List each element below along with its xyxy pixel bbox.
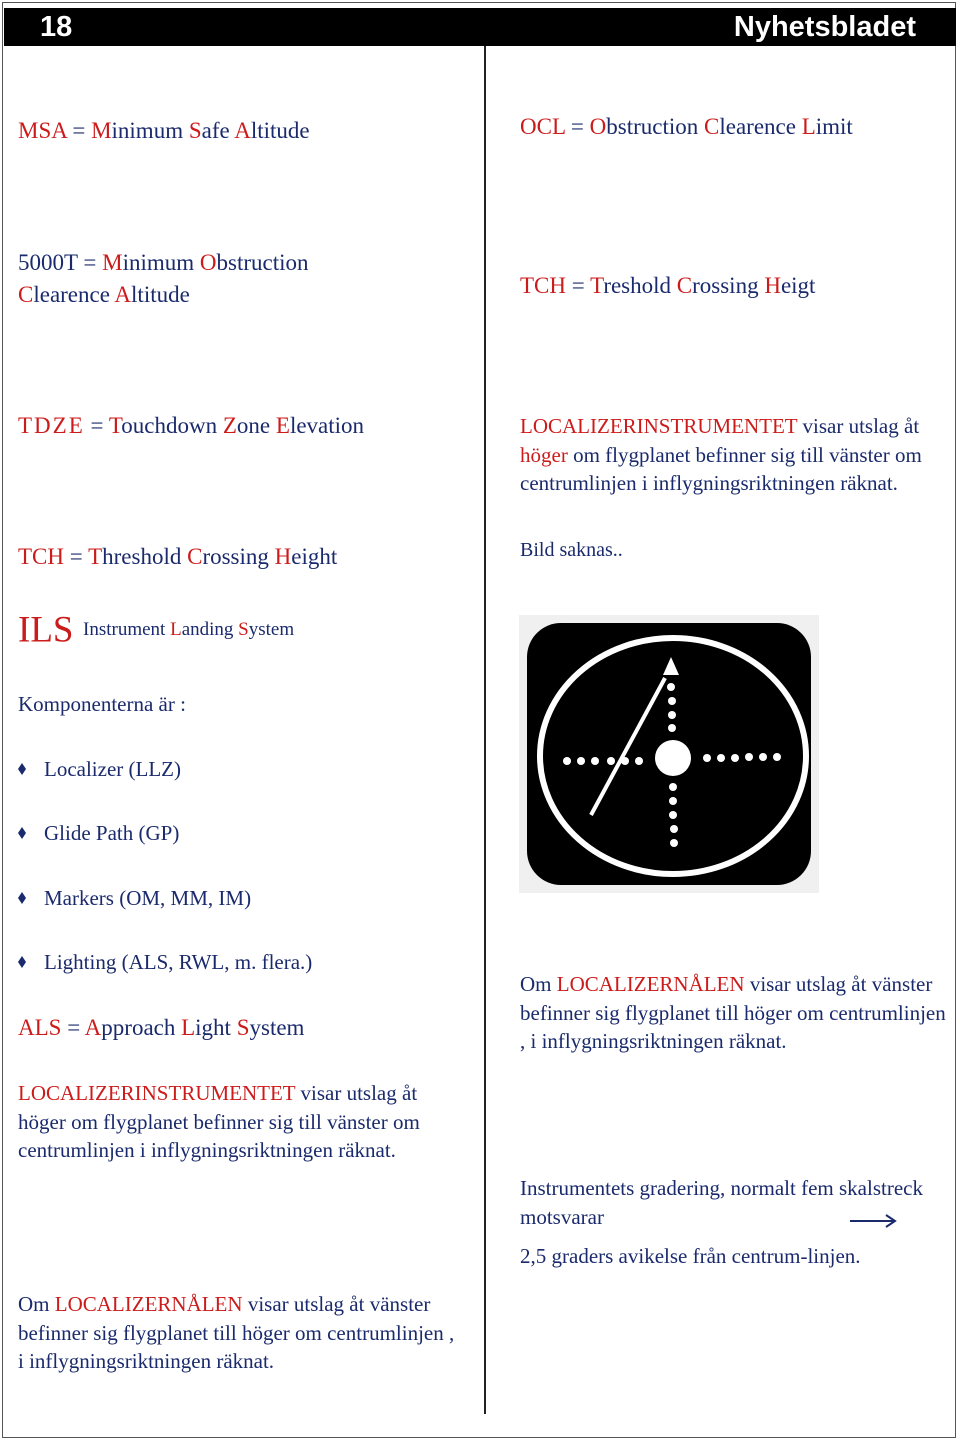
page-header: [4, 8, 956, 46]
list-item: Glide Path (GP): [18, 819, 179, 847]
ils-definition: ILS Instrument Landing System: [18, 609, 295, 651]
ocl-definition: OCL = Obstruction Clearence Limit: [520, 114, 853, 139]
localizer-needle-text: Om LOCALIZERNÅLEN visar utslag åt vänster befinner sig flygplanet till höger om centrumlinjen , i inflygningsriktningen räknat.: [18, 1292, 455, 1373]
components-label: Komponenterna är :: [18, 692, 186, 716]
localizer-instrument-icon: [519, 615, 819, 893]
grading-text: Instrumentets gradering, normalt fem skalstreck motsvarar: [520, 1176, 923, 1229]
tch-treshold-definition: TCH = Treshold Crossing Heigt: [520, 273, 816, 298]
diamond-bullet-icon: [18, 763, 26, 775]
right-arrow-icon: [850, 1213, 898, 1229]
diamond-bullet-icon: [18, 827, 26, 839]
tdze-definition: TDZE = Touchdown Zone Elevation: [18, 413, 365, 438]
msa-definition: MSA = Minimum Safe Altitude: [18, 118, 310, 143]
localizer-instrument-text-right: LOCALIZERINSTRUMENTET visar utslag åt höger om flygplanet befinner sig till vänster om centrumlinjen i inflygningsriktningen räknat.: [520, 414, 922, 495]
diamond-bullet-icon: [18, 892, 26, 904]
localizer-instrument-text: LOCALIZERINSTRUMENTET visar utslag åt höger om flygplanet befinner sig till vänster om centrumlinjen i inflygningsriktningen räknat.: [18, 1081, 420, 1162]
list-item: Lighting (ALS, RWL, m. flera.): [18, 948, 312, 976]
list-item: Markers (OM, MM, IM): [18, 884, 251, 912]
newsletter-title: Nyhetsbladet: [733, 11, 916, 43]
moca-definition: 5000T = Minimum Obstruction Clearence Altitude: [18, 250, 309, 307]
localizer-needle-text-right: Om LOCALIZERNÅLEN visar utslag åt vänster befinner sig flygplanet till höger om centrumlinjen , i inflygningsriktningen räknat.: [520, 972, 946, 1053]
tch-height-definition: TCH = Threshold Crossing Height: [18, 544, 338, 569]
als-definition: ALS = Approach Light System: [18, 1015, 305, 1040]
diamond-bullet-icon: [18, 956, 26, 968]
column-divider: [484, 46, 486, 1414]
grading-value-text: 2,5 graders avikelse från centrum-linjen.: [520, 1244, 861, 1268]
missing-image-note: Bild saknas..: [520, 539, 623, 561]
page-number: 18: [40, 11, 73, 43]
list-item: Localizer (LLZ): [18, 755, 181, 783]
